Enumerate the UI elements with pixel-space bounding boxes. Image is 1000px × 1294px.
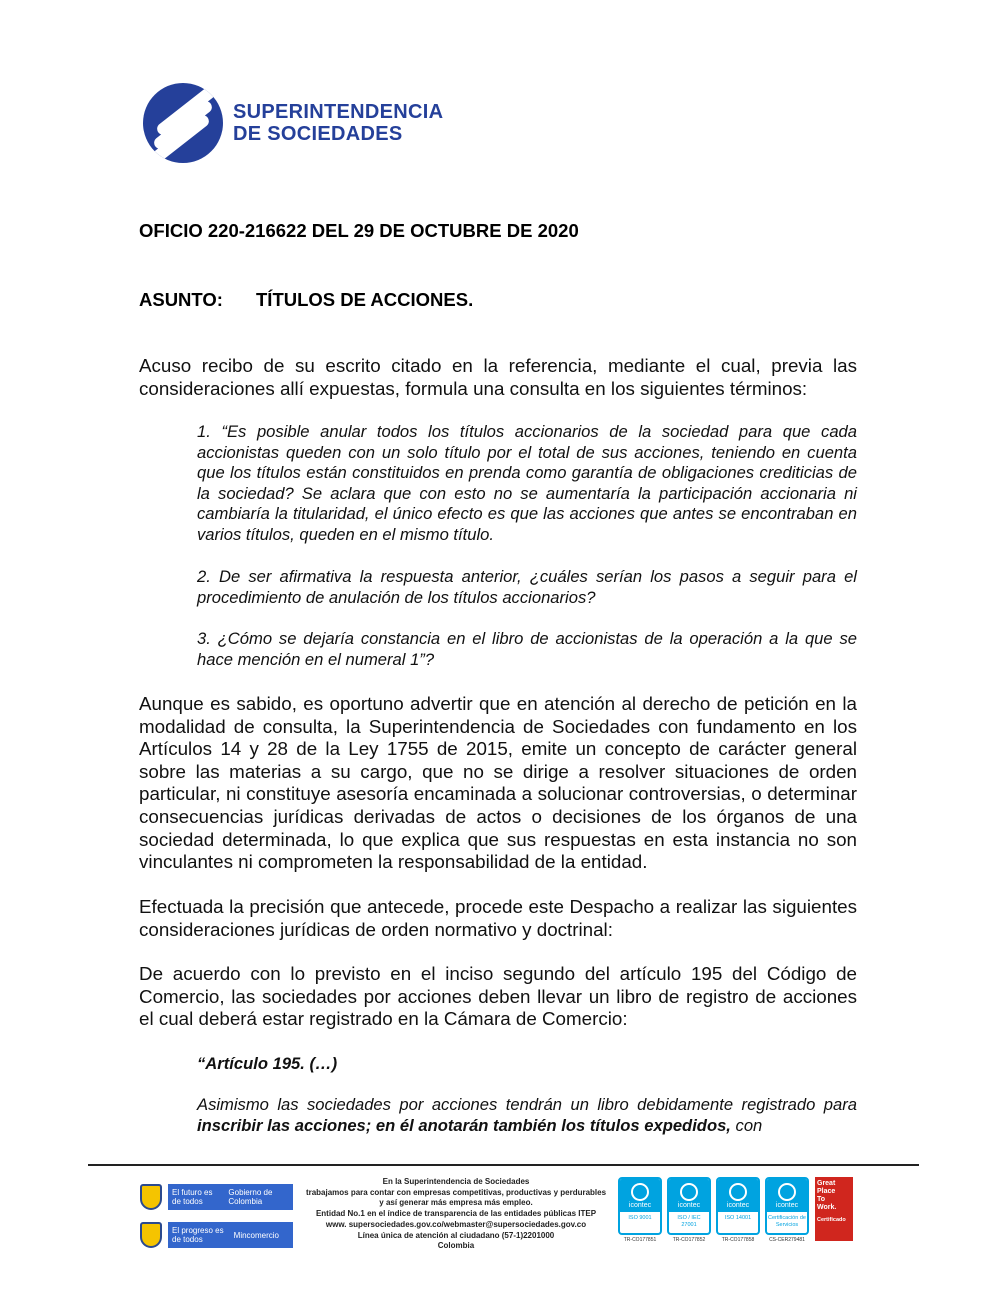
cert-code: CS-CER279481	[769, 1237, 805, 1243]
article-quote	[197, 1095, 857, 1136]
footer-line: Colombia	[437, 1241, 475, 1251]
gov-slogan-2: El progreso es de todos	[172, 1226, 224, 1244]
cert-code: TR-CO177851	[623, 1237, 657, 1243]
gov-logo-futuro	[140, 1182, 293, 1212]
cert-name: icontec	[775, 1201, 799, 1209]
paragraph-precision: Efectuada la precisión que antecede, procede este Despacho a realizar las siguientes consideraciones jurídicas de orden normativo y doctrinal:	[139, 896, 857, 940]
article-heading: “Artículo 195. (…)	[197, 1054, 338, 1073]
logo-emblem-icon	[143, 83, 223, 163]
footer-line: Línea única de atención al ciudadano (57-1)2201000	[357, 1230, 555, 1240]
logo-line-1: SUPERINTENDENCIA	[233, 101, 444, 123]
gptw-line: To	[817, 1196, 826, 1203]
logo-line-2: DE SOCIEDADES	[233, 123, 403, 145]
gov-slogan-1: El futuro es de todos	[172, 1188, 213, 1206]
subject-label: ASUNTO:	[139, 289, 223, 310]
great-place-to-work-badge	[815, 1177, 853, 1241]
icontec-icon	[729, 1183, 747, 1201]
icontec-icon	[778, 1183, 796, 1201]
footer-line: www. supersociedades.gov.co/webmaster@supersociedades.gov.co	[325, 1219, 587, 1229]
icontec-cert-4	[765, 1177, 809, 1243]
gov-entity-1: Gobierno de Colombia	[228, 1188, 273, 1206]
footer-divider	[88, 1164, 919, 1166]
article-text-bold: inscribir las acciones; en él anotarán también los títulos expedidos,	[197, 1115, 731, 1135]
colombia-shield-icon	[140, 1222, 162, 1248]
paragraph-consulta: Aunque es sabido, es oportuno advertir que en atención al derecho de petición en la modalidad de consulta, la Superintendencia de Sociedades con fundamento en los Artículos 14 y 28 de la Ley 1755 de 2015, emite un concepto de carácter general sobre las materias a su cargo, que no se dirige a resolver situaciones de orden particular, ni constituye asesoría encaminada a solucionar controversias, o determinar consecuencias jurídicas derivadas de actos o decisiones de los órganos de una sociedad determinada, lo que explica que sus respuestas en esta instancia no son vinculantes ni comprometen la responsabilidad de la entidad.	[139, 693, 857, 873]
footer-contact-text	[300, 1177, 612, 1252]
gov-entity-2: Mincomercio	[233, 1230, 279, 1240]
footer-line: y así generar más empresa más empleo.	[379, 1198, 533, 1208]
gptw-line: Certificado	[817, 1217, 846, 1223]
superintendencia-logo	[143, 83, 473, 165]
paragraph-articulo: De acuerdo con lo previsto en el inciso segundo del artículo 195 del Código de Comercio, las sociedades por acciones deben llevar un libro de registro de acciones el cual deberá estar registrado en la Cámara de Comercio:	[139, 963, 857, 1030]
cert-standard: Certificación de Servicios	[768, 1215, 806, 1228]
gptw-line: Place	[817, 1188, 836, 1195]
article-text-start: Asimismo las sociedades por acciones tendrán un libro debidamente registrado para	[197, 1095, 857, 1114]
gptw-line: Great	[817, 1180, 836, 1187]
question-2: 2. De ser afirmativa la respuesta anterior, ¿cuáles serían los pasos a seguir para el procedimiento de anulación de los títulos accionarios?	[197, 567, 857, 607]
question-1: 1. “Es posible anular todos los títulos accionarios de la sociedad para que cada accionistas queden con un solo título por el total de sus acciones, teniendo en cuenta que los títulos están constituidos en prenda como garantía de obligaciones crediticias de la sociedad? Se aclara que con esto no se aumentaría la participación accionaria ni cambiaría la titularidad, el único efecto es que las acciones que antes se encontraban en varios títulos, queden en el mismo título.	[197, 422, 857, 544]
question-3: 3. ¿Cómo se dejaría constancia en el libro de accionistas de la operación a la que se hace mención en el numeral 1”?	[197, 629, 857, 669]
cert-standard: ISO 14001	[724, 1215, 752, 1221]
footer-line: trabajamos para contar con empresas competitivas, productivas y perdurables	[305, 1187, 607, 1197]
cert-standard: ISO 9001	[628, 1215, 652, 1221]
icontec-icon	[631, 1183, 649, 1201]
colombia-shield-icon	[140, 1184, 162, 1210]
icontec-cert-2	[667, 1177, 711, 1243]
cert-code: TR-CO177858	[721, 1237, 755, 1243]
icontec-cert-1	[618, 1177, 662, 1243]
footer-line: En la Superintendencia de Sociedades	[382, 1177, 530, 1186]
icontec-cert-3	[716, 1177, 760, 1243]
cert-name: icontec	[677, 1201, 701, 1209]
gov-logo-progreso	[140, 1220, 293, 1250]
article-text-end: con	[730, 1115, 763, 1135]
icontec-icon	[680, 1183, 698, 1201]
logo-wordmark	[233, 101, 443, 145]
intro-paragraph: Acuso recibo de su escrito citado en la referencia, mediante el cual, previa las consideraciones allí expuestas, formula una consulta en los siguientes términos:	[139, 355, 857, 399]
cert-code: TR-CO177852	[672, 1237, 706, 1243]
cert-standard: ISO / IEC 27001	[677, 1215, 701, 1228]
gptw-line: Work.	[817, 1204, 837, 1211]
cert-name: icontec	[628, 1201, 652, 1209]
cert-name: icontec	[726, 1201, 750, 1209]
footer-line: Entidad No.1 en el índice de transparencia de las entidades públicas ITEP	[315, 1209, 597, 1219]
document-title: OFICIO 220-216622 DEL 29 DE OCTUBRE DE 2020	[139, 220, 579, 241]
subject-value: TÍTULOS DE ACCIONES.	[256, 289, 474, 310]
